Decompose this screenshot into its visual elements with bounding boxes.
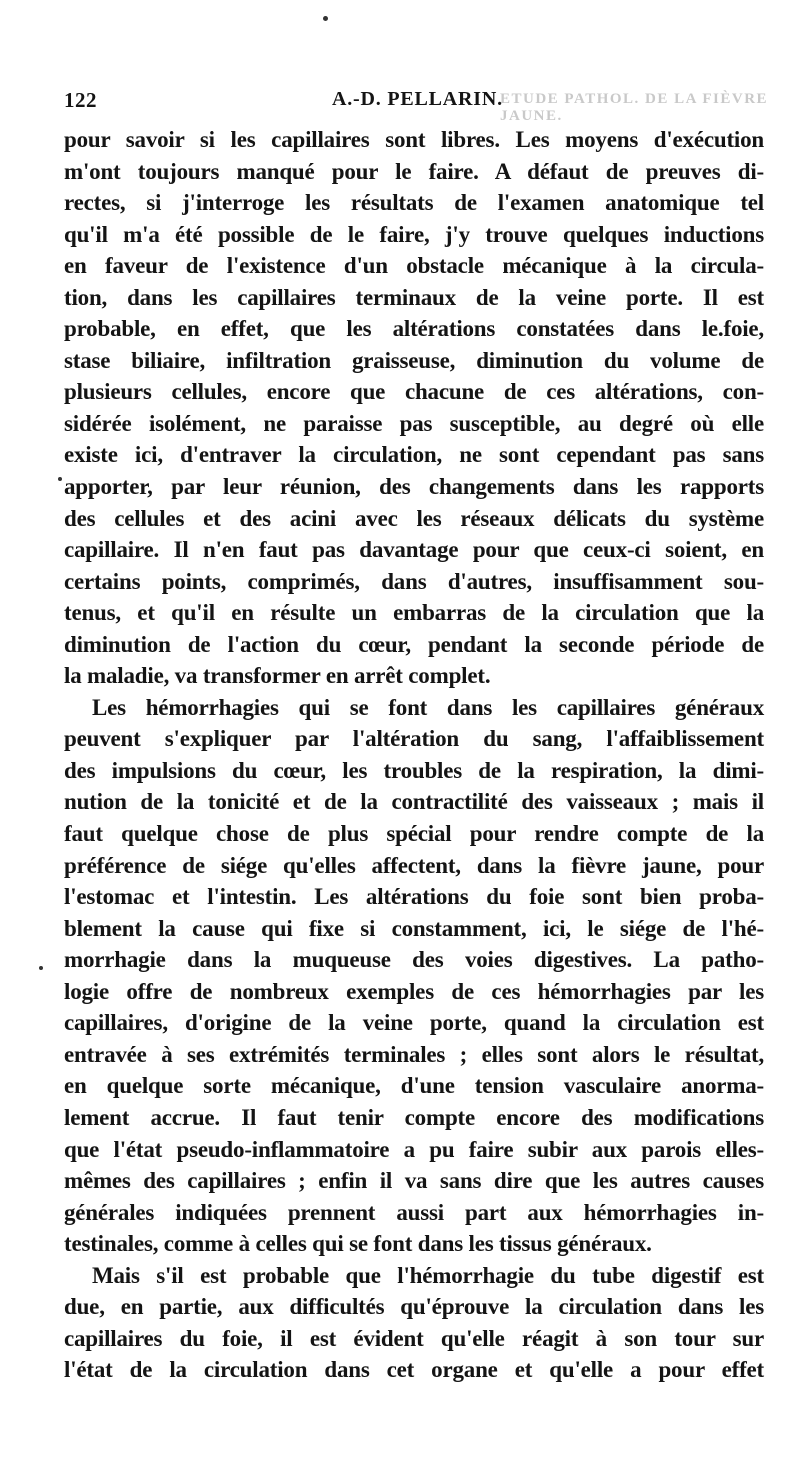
text-line: en quelque sorte mécanique, d'une tension vasculaire anorma- (64, 1073, 764, 1099)
text-line: m'ont toujours manqué pour le faire. A défaut de preuves di- (64, 158, 764, 184)
text-line: testinales, comme à celles qui se font dans les tissus généraux. (64, 1231, 652, 1257)
text-line: capillaire. Il n'en faut pas davantage pour que ceux-ci soient, en (64, 537, 764, 563)
text-line: en faveur de l'existence d'un obstacle mécanique à la circula- (64, 253, 764, 279)
text-line: plusieurs cellules, encore que chacune de ces altérations, con- (64, 379, 764, 405)
text-line: entravée à ses extrémités terminales ; elles sont alors le résultat, (64, 1041, 764, 1067)
text-line: rectes, si j'interroge les résultats de l'examen anatomique tel (64, 190, 764, 216)
ink-speck (58, 477, 62, 481)
text-line: la maladie, va transformer en arrêt complet. (64, 663, 491, 689)
text-line: due, en partie, aux difficultés qu'éprouve la circulation dans les (64, 1294, 764, 1320)
text-line: l'estomac et l'intestin. Les altérations du foie sont bien proba- (64, 884, 764, 910)
text-line: tenus, et qu'il en résulte un embarras de la circulation que la (64, 600, 764, 626)
text-line: stase biliaire, infiltration graisseuse, diminution du volume de (64, 347, 764, 373)
text-line: des cellules et des acini avec les réseaux délicats du système (64, 505, 764, 531)
text-line: peuvent s'expliquer par l'altération du sang, l'affaiblissement (64, 726, 764, 752)
text-line: nution de la tonicité et de la contractilité des vaisseaux ; mais il (64, 789, 764, 815)
bleed-through-text: ETUDE PATHOL. DE LA FIÈVRE JAUNE. (500, 91, 769, 124)
text-line: existe ici, d'entraver la circulation, ne sont cependant pas sans (64, 442, 764, 468)
text-line: qu'il m'a été possible de le faire, j'y trouve quelques inductions (64, 221, 764, 247)
text-line: Les hémorrhagies qui se font dans les capillaires généraux (92, 694, 764, 720)
page-number: 122 (64, 88, 97, 112)
text-line: capillaires, d'origine de la veine porte, quand la circulation est (64, 1010, 764, 1036)
text-line: l'état de la circulation dans cet organe et qu'elle a pour effet (64, 1357, 764, 1383)
text-line: des impulsions du cœur, les troubles de la respiration, la dimi- (64, 757, 764, 783)
text-line: Mais s'il est probable que l'hémorrhagie du tube digestif est (92, 1262, 764, 1288)
text-line: certains points, comprimés, dans d'autres, insuffisamment sou- (64, 568, 764, 594)
ink-speck (323, 16, 328, 21)
text-line: faut quelque chose de plus spécial pour rendre compte de la (64, 821, 764, 847)
text-line: que l'état pseudo-inflammatoire a pu faire subir aux parois elles- (64, 1136, 764, 1162)
text-line: apporter, par leur réunion, des changements dans les rapports (64, 474, 764, 500)
text-line: probable, en effet, que les altérations constatées dans le.foie, (64, 316, 764, 342)
text-line: sidérée isolément, ne paraisse pas susceptible, au degré où elle (64, 410, 764, 436)
text-line: lement accrue. Il faut tenir compte encore des modifications (64, 1104, 764, 1130)
text-line: tion, dans les capillaires terminaux de la veine porte. Il est (64, 284, 764, 310)
text-line: mêmes des capillaires ; enfin il va sans dire que les autres causes (64, 1168, 764, 1194)
text-line: préférence de siége qu'elles affectent, dans la fièvre jaune, pour (64, 852, 764, 878)
page-header (64, 88, 764, 114)
text-line: générales indiquées prennent aussi part aux hémorrhagies in- (64, 1199, 764, 1225)
text-line: capillaires du foie, il est évident qu'elle réagit à son tour sur (64, 1325, 764, 1351)
running-head: A.-D. PELLARIN. (332, 88, 503, 110)
text-line: blement la cause qui fixe si constamment, ici, le siége de l'hé- (64, 915, 764, 941)
ink-speck (39, 966, 43, 970)
text-line: pour savoir si les capillaires sont libres. Les moyens d'exécution (64, 127, 764, 152)
text-line: morrhagie dans la muqueuse des voies digestives. La patho- (64, 947, 764, 973)
text-line: logie offre de nombreux exemples de ces hémorrhagies par les (64, 978, 764, 1004)
body-text (64, 124, 764, 1386)
text-line: diminution de l'action du cœur, pendant la seconde période de (64, 631, 764, 657)
